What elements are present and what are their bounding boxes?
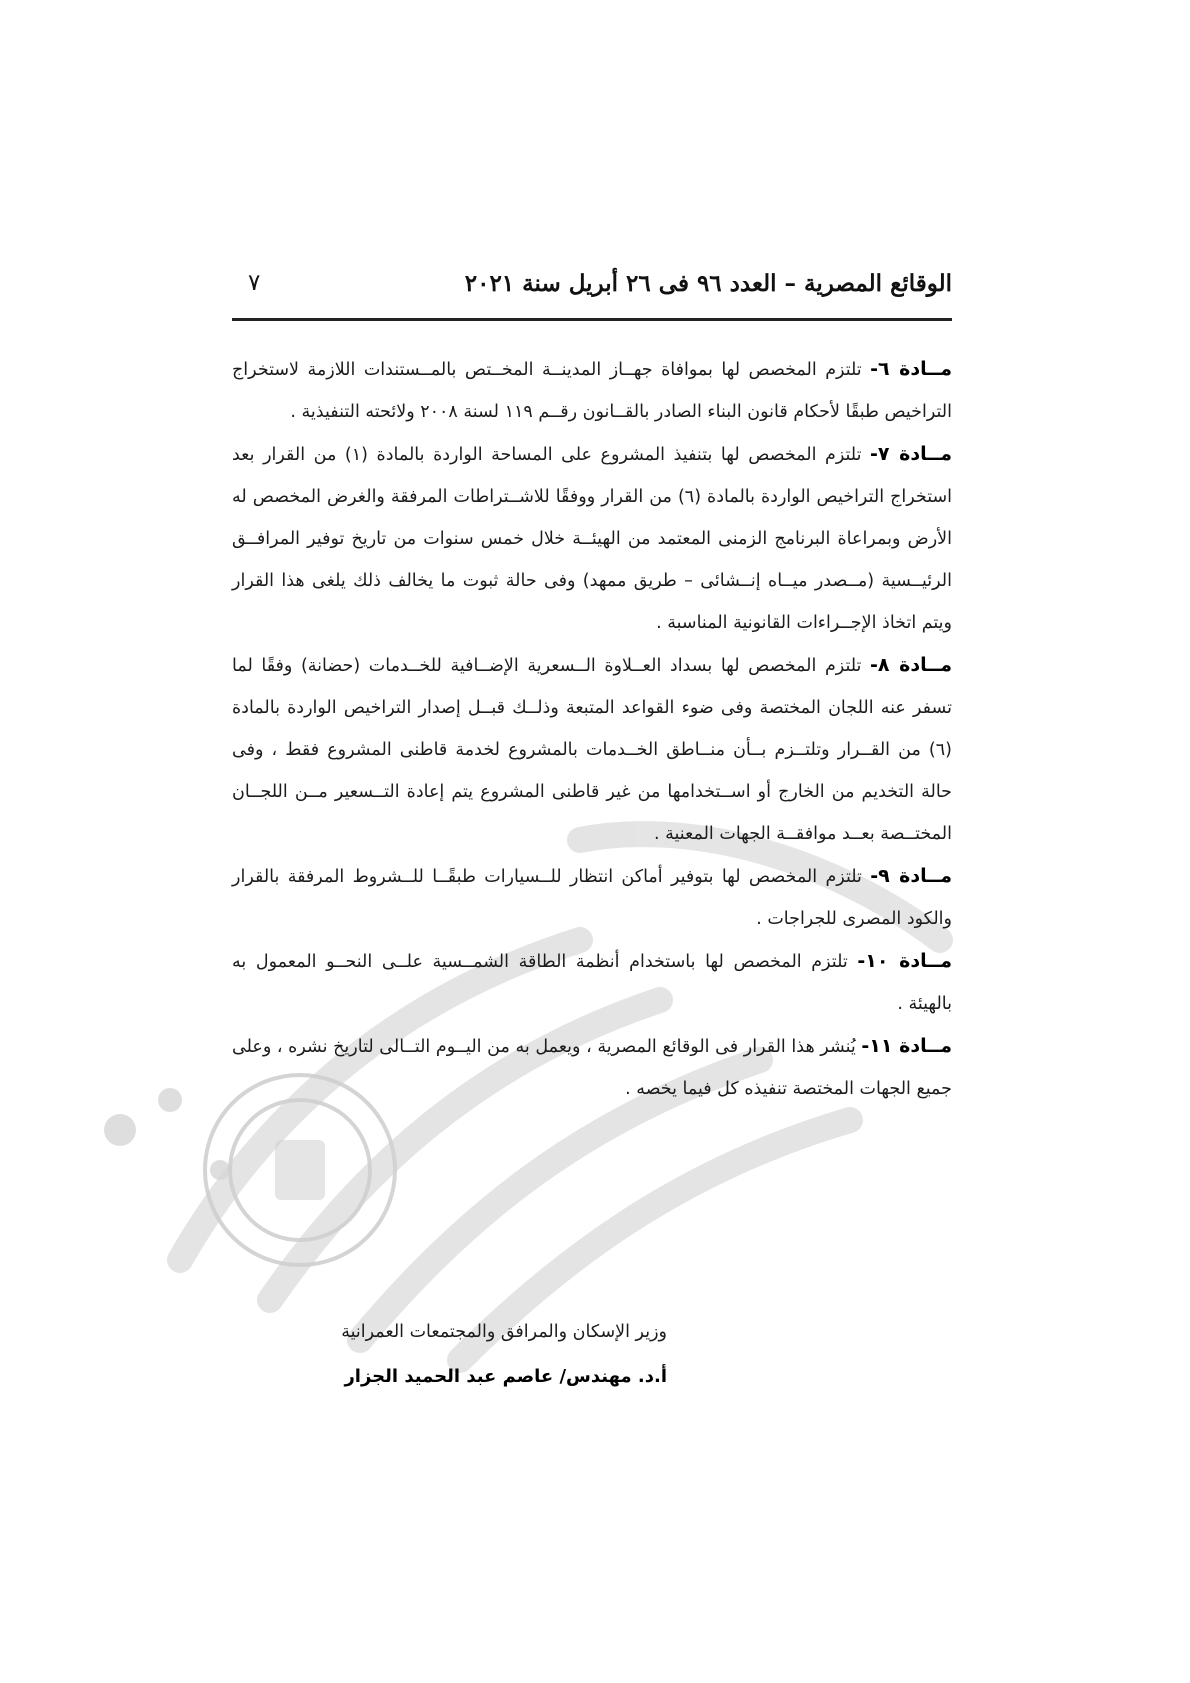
minister-name: أ.د. مهندس/ عاصم عبد الحميد الجزار — [344, 1366, 667, 1387]
article-text: تلتزم المخصص لها بموافاة جهــاز المدينــة المخــتص بالمــستندات اللازمة لاستخراج التراخيص طبقًا لأحكام قانون البناء الصادر بالقــانون رقــم ١١٩ لسنة ٢٠٠٨ ولائحته التنفيذية . — [232, 360, 952, 422]
article-label: مــادة ٩- — [870, 865, 952, 887]
page-number: ٧ — [248, 270, 261, 296]
article-text: تلتزم المخصص لها بتنفيذ المشروع على المساحة الواردة بالمادة (١) من القرار بعد استخراج التراخيص الواردة بالمادة (٦) من القرار ووفقًا للاشــتراطات المرفقة والغرض المخصص له الأرض وبمراعاة البرنامج الزمنى المعتمد من الهيئــة خلال خمس سنوات من تاريخ توفير المرافــق الرئيــسية (مــصدر ميــاه إنــشائى – طريق ممهد) وفى حالة ثبوت ما يخالف ذلك يلغى هذا القرار ويتم اتخاذ الإجــراءات القانونية المناسبة . — [232, 445, 952, 633]
article-label: مــادة ١٠- — [857, 950, 953, 972]
article-text: تلتزم المخصص لها بسداد العــلاوة الــسعرية الإضــافية للخــدمات (حضانة) وفقًا لما تسفر عنه اللجان المختصة وفى ضوء القواعد المتبعة وذلــك قبــل إصدار التراخيص الواردة بالمادة (٦) من القــرار وتلتــزم بــأن منــاطق الخــدمات بالمشروع لخدمة قاطنى المشروع فقط ، وفى حالة التخديم من الخارج أو اســتخدامها من غير قاطنى المشروع يتم إعادة التــسعير مــن اللجــان المختــصة بعــد موافقــة الجهات المعنية . — [232, 656, 952, 844]
article-8 — [232, 644, 952, 855]
article-11 — [232, 1025, 952, 1110]
article-label: مــادة ٧- — [870, 443, 952, 465]
articles-body — [232, 348, 952, 1110]
article-9 — [232, 855, 952, 940]
article-10 — [232, 940, 952, 1025]
article-text: تلتزم المخصص لها باستخدام أنظمة الطاقة الشمــسية علــى النحــو المعمول به بالهيئة . — [232, 952, 952, 1014]
article-label: مــادة ٨- — [870, 654, 953, 676]
article-text: تلتزم المخصص لها بتوفير أماكن انتظار للــسيارات طبقًــا للــشروط المرفقة بالقرار والكود المصرى للجراجات . — [232, 867, 952, 929]
article-7 — [232, 433, 952, 644]
article-label: مــادة ٦- — [870, 358, 953, 380]
page-header — [232, 268, 952, 318]
gazette-title: الوقائع المصرية – العدد ٩٦ فى ٢٦ أبريل سنة ٢٠٢١ — [464, 270, 952, 297]
minister-title: وزير الإسكان والمرافق والمجتمعات العمرانية — [341, 1322, 667, 1342]
header-divider — [232, 318, 952, 321]
article-label: مــادة ١١- — [861, 1035, 952, 1057]
article-text: يُنشر هذا القرار فى الوقائع المصرية ، ويعمل به من اليــوم التــالى لتاريخ نشره ، وعلى جميع الجهات المختصة تنفيذه كل فيما يخصه . — [232, 1037, 952, 1099]
article-6 — [232, 348, 952, 433]
